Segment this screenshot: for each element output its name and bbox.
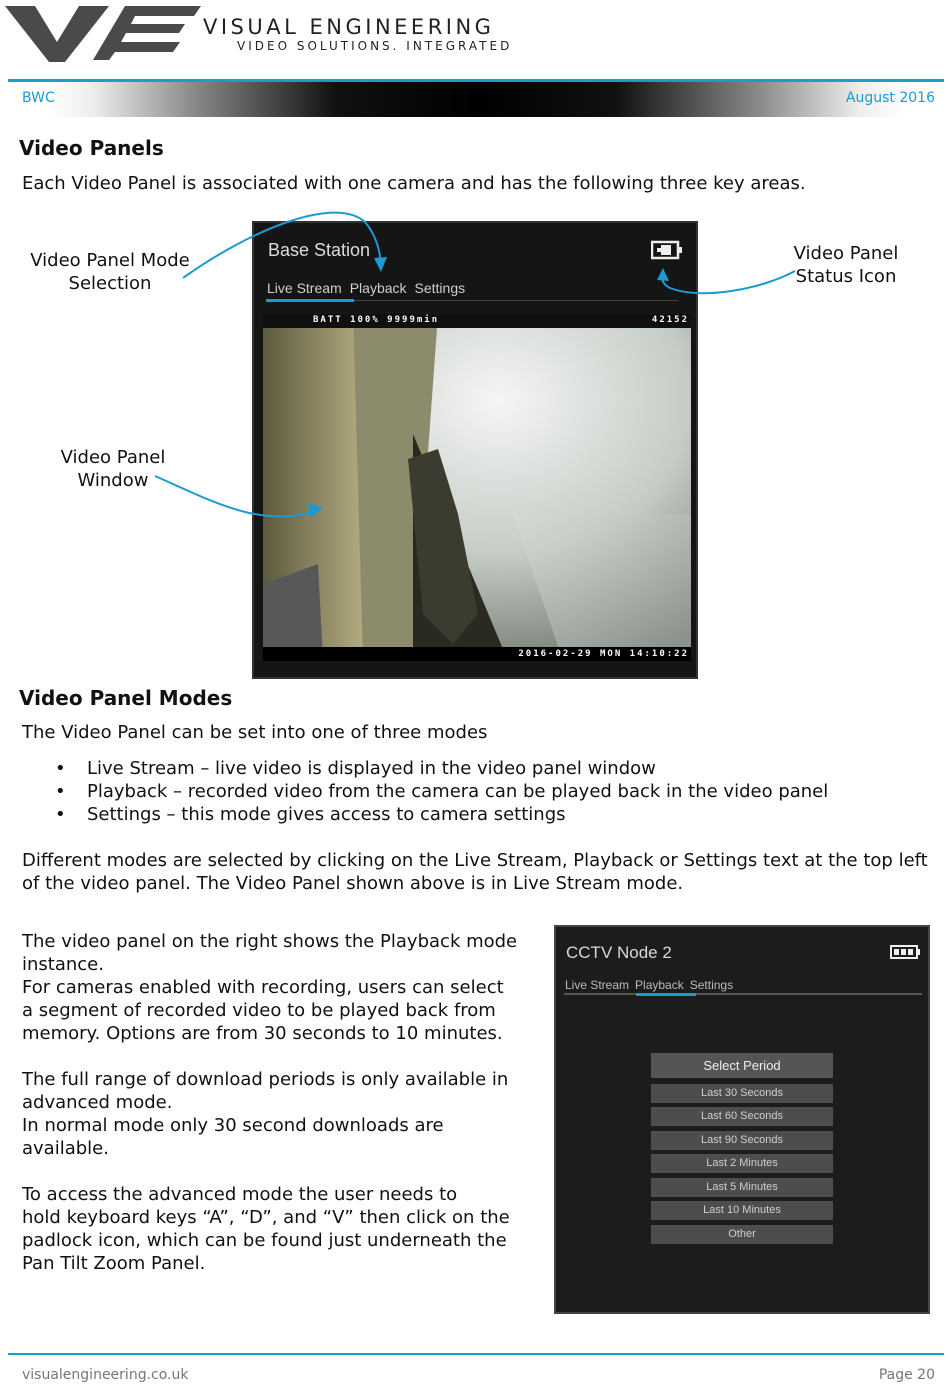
- section-heading-panel-modes: Video Panel Modes: [19, 686, 233, 710]
- mode-tabs: [565, 978, 739, 992]
- brand-tagline: VIDEO SOLUTIONS. INTEGRATED: [237, 39, 513, 53]
- list-item: • Playback – recorded video from the camera can be played back in the video panel: [22, 780, 922, 803]
- paragraph: [22, 930, 542, 1045]
- paragraph-line: hold keyboard keys “A”, “D”, and “V” then click on the: [22, 1207, 510, 1228]
- paragraph-line: The full range of download periods is only available in: [22, 1069, 509, 1090]
- period-option[interactable]: Last 10 Minutes: [651, 1201, 833, 1220]
- doc-code: BWC: [22, 90, 55, 106]
- brand-name: VISUAL ENGINEERING: [203, 15, 495, 39]
- tab-live-stream[interactable]: Live Stream: [565, 978, 630, 992]
- period-option[interactable]: Last 5 Minutes: [651, 1178, 833, 1197]
- battery-icon[interactable]: [890, 944, 922, 960]
- paragraph-line: The video panel on the right shows the Playback mode: [22, 931, 518, 952]
- paragraph-line: of the video panel. The Video Panel shown above is in Live Stream mode.: [22, 873, 684, 894]
- paragraph-line: Pan Tilt Zoom Panel.: [22, 1253, 206, 1274]
- modes-paragraph: [22, 849, 928, 895]
- footer-rule: [8, 1353, 944, 1355]
- video-panel-cctv-node-2: [554, 925, 930, 1314]
- period-option[interactable]: Other: [651, 1225, 833, 1244]
- paragraph-line: a segment of recorded video to be played back from: [22, 1000, 496, 1021]
- paragraph-line: For cameras enabled with recording, users can select: [22, 977, 504, 998]
- paragraph-line: instance.: [22, 954, 104, 975]
- paragraph-line: memory. Options are from 30 seconds to 10 minutes.: [22, 1023, 503, 1044]
- period-option[interactable]: Last 90 Seconds: [651, 1131, 833, 1150]
- panel-title: CCTV Node 2: [566, 943, 672, 962]
- tab-playback[interactable]: Playback: [635, 978, 684, 992]
- list-item: • Live Stream – live video is displayed in the video panel window: [22, 757, 922, 780]
- period-option[interactable]: Last 2 Minutes: [651, 1154, 833, 1173]
- section-intro: Each Video Panel is associated with one camera and has the following three key areas.: [22, 173, 806, 194]
- section-intro: The Video Panel can be set into one of three modes: [22, 722, 488, 743]
- osd-timestamp: 2016-02-29 MON 14:10:22: [518, 649, 689, 659]
- callout-line: Video Panel Mode: [30, 250, 190, 271]
- paragraph-line: To access the advanced mode the user needs to: [22, 1184, 458, 1205]
- footer-website[interactable]: visualengineering.co.uk: [22, 1367, 189, 1383]
- doc-date: August 2016: [845, 90, 935, 106]
- callout-line: Selection: [68, 273, 152, 294]
- callout-line: Window: [77, 470, 149, 491]
- tab-rule: [564, 993, 922, 995]
- list-item: • Settings – this mode gives access to camera settings: [22, 803, 922, 826]
- paragraph-line: In normal mode only 30 second downloads are: [22, 1115, 444, 1136]
- tab-playback[interactable]: Playback: [349, 280, 407, 296]
- select-period-header: Select Period: [651, 1053, 833, 1078]
- paragraph: [22, 1183, 542, 1275]
- paragraph-line: Different modes are selected by clicking on the Live Stream, Playback or Settings text at the top left: [22, 850, 928, 871]
- active-tab-indicator: [636, 993, 696, 996]
- callout-line: Video Panel: [793, 243, 899, 264]
- callout-line: Status Icon: [795, 266, 897, 287]
- modes-list: [22, 757, 922, 826]
- period-option[interactable]: Last 30 Seconds: [651, 1084, 833, 1103]
- page-number: Page 20: [878, 1367, 935, 1383]
- paragraph-line: available.: [22, 1138, 109, 1159]
- playback-description: [22, 930, 542, 1275]
- paragraph-line: padlock icon, which can be found just underneath the: [22, 1230, 507, 1251]
- paragraph: [22, 1068, 542, 1160]
- tab-settings[interactable]: Settings: [414, 280, 466, 296]
- section-heading-video-panels: Video Panels: [19, 136, 164, 160]
- period-option[interactable]: Last 60 Seconds: [651, 1107, 833, 1126]
- osd-counter: 42152: [651, 315, 689, 325]
- panel-title: Base Station: [268, 240, 371, 260]
- osd-battery: BATT 100% 9999min: [313, 315, 440, 325]
- callout-line: Video Panel: [60, 447, 166, 468]
- tab-settings[interactable]: Settings: [689, 978, 734, 992]
- paragraph-line: advanced mode.: [22, 1092, 173, 1113]
- tab-live-stream[interactable]: Live Stream: [267, 280, 342, 296]
